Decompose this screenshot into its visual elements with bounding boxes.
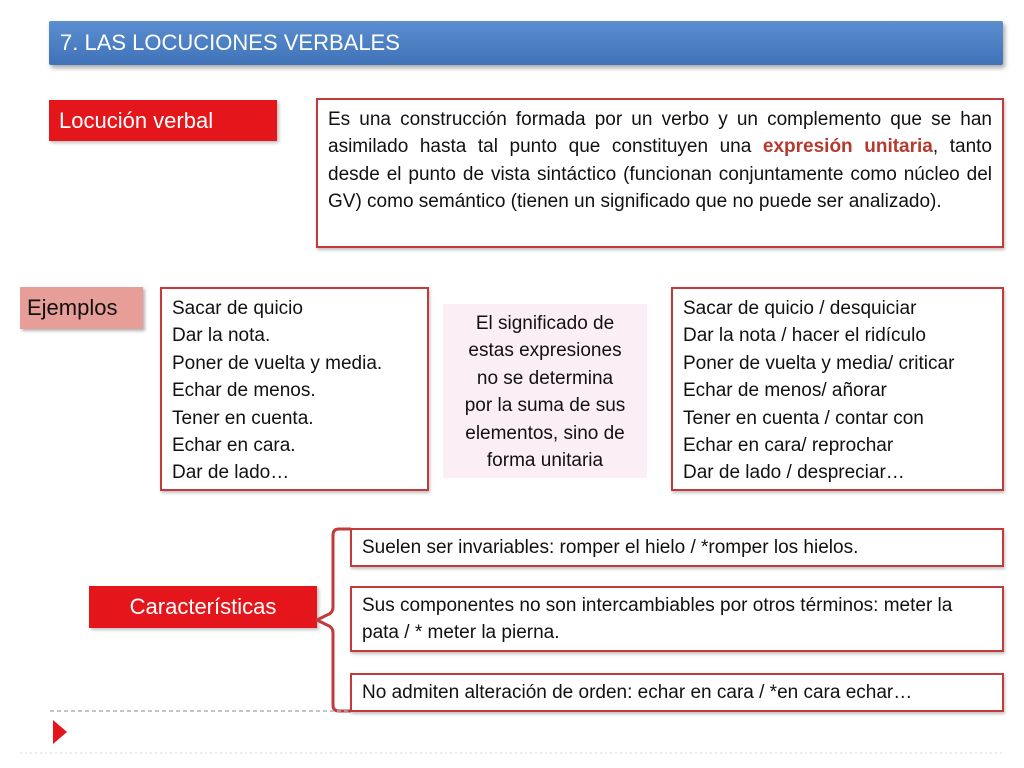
- feature-text: Suelen ser invariables: romper el hielo / *romper los hielos.: [362, 537, 859, 558]
- meaning-item: Dar la nota / hacer el ridículo: [683, 325, 926, 347]
- triangle-right-icon[interactable]: [50, 718, 70, 746]
- meaning-note-box: [443, 304, 647, 478]
- definition-text-before: Es una construcción formada por un verbo y un complemento que se han asimilado hasta tal punto que constituyen una: [328, 109, 992, 158]
- example-item: Dar la nota.: [172, 325, 271, 347]
- locucion-verbal-label: [49, 100, 277, 141]
- bottom-dotted-divider: [20, 752, 1004, 754]
- meaning-item: Dar de lado / despreciar…: [683, 462, 905, 484]
- ejemplos-text: Ejemplos: [27, 295, 118, 320]
- meaning-item: Tener en cuenta / contar con: [683, 407, 924, 429]
- ejemplos-label: [20, 287, 143, 329]
- example-item: Dar de lado…: [172, 462, 290, 484]
- note-line: no se determina: [476, 367, 614, 389]
- example-item: Tener en cuenta.: [172, 407, 314, 429]
- feature-text: No admiten alteración de orden: echar en cara / *en cara echar…: [362, 682, 913, 703]
- example-item: Poner de vuelta y media.: [172, 352, 383, 374]
- feature-box: [350, 528, 1004, 567]
- feature-box: [350, 673, 1004, 712]
- note-line: por la suma de sus: [464, 395, 626, 417]
- note-line: El significado de: [475, 313, 615, 334]
- locucion-verbal-text: Locución verbal: [59, 107, 214, 133]
- feature-box: [350, 586, 1004, 652]
- definition-text-after: , tanto desde el punto de vista sintáctico (funcionan conjuntamente como núcleo del GV) como semántico (tienen un significado que no puede ser analizado).: [328, 136, 992, 213]
- note-line: forma unitaria: [486, 450, 604, 472]
- note-line: elementos, sino de: [465, 422, 625, 444]
- feature-text: Sus componentes no son intercambiables por otros términos: meter la pata / * meter la pierna.: [362, 595, 953, 644]
- examples-box: [160, 287, 429, 491]
- example-item: Echar en cara.: [172, 435, 296, 457]
- example-item: Echar de menos.: [172, 380, 316, 402]
- meaning-item: Echar de menos/ añorar: [683, 380, 887, 402]
- caracteristicas-text: Características: [129, 594, 277, 619]
- definition-box: [316, 98, 1004, 248]
- note-line: estas expresiones: [468, 340, 622, 362]
- caracteristicas-label: [89, 586, 317, 628]
- definition-highlight: expresión unitaria: [762, 136, 933, 158]
- meaning-item: Poner de vuelta y media/ criticar: [683, 352, 955, 374]
- meaning-item: Echar en cara/ reprochar: [683, 435, 894, 457]
- slide-title: 7. LAS LOCUCIONES VERBALES: [60, 30, 400, 55]
- dashed-divider: [50, 710, 350, 712]
- bracket-connector: [315, 525, 355, 715]
- meanings-box: [671, 287, 1004, 491]
- meaning-item: Sacar de quicio / desquiciar: [683, 298, 917, 319]
- example-item: Sacar de quicio: [172, 298, 303, 319]
